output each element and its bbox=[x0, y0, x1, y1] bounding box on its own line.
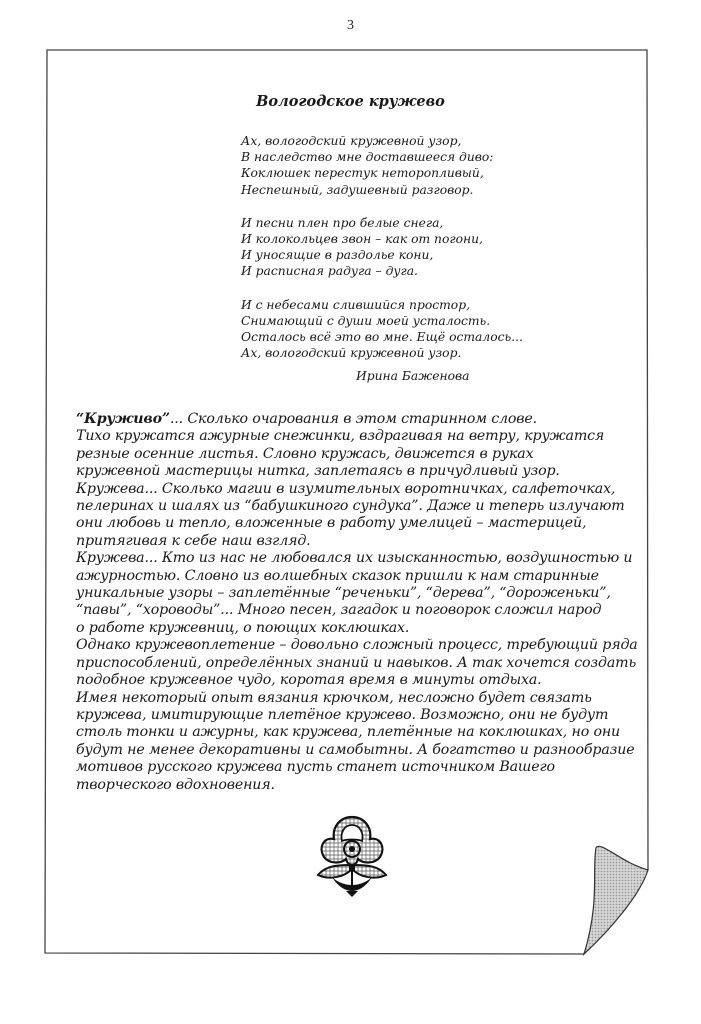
poem-stanza bbox=[241, 297, 571, 362]
prose-line: приспособлений, определённых знаний и навыков. А так хочется создать bbox=[76, 654, 637, 671]
prose-line: ажурностью. Словно из волшебных сказок пришли к нам старинные bbox=[76, 567, 599, 584]
prose-line: пелеринах и шалях из “бабушкиного сундука”. Даже и теперь излучают bbox=[76, 498, 625, 515]
prose-line-text: ... Сколько очарования в этом старинном слове. bbox=[169, 411, 537, 427]
prose-line: мотивов русского кружева пусть станет источником Вашего bbox=[76, 759, 555, 776]
poem-title: Вологодское кружево bbox=[256, 93, 445, 110]
page-curl bbox=[584, 846, 648, 954]
prose-body bbox=[76, 411, 638, 794]
poem-line: Снимающий с души моей усталость. bbox=[241, 313, 491, 328]
prose-line: Однако кружевоплетение – довольно сложный процесс, требующий ряда bbox=[76, 637, 638, 654]
prose-line: подобное кружевное чудо, коротая время в минуты отдыха. bbox=[76, 672, 542, 689]
prose-line: будут не менее декоративны и самобытны. А богатство и разнообразие bbox=[76, 741, 635, 758]
prose-line: кружевной мастерицы нитка, заплетаясь в причудливый узор. bbox=[76, 463, 560, 480]
poem-line: Коклюшек перестук неторопливый, bbox=[241, 166, 484, 181]
prose-lead-word: “Круживо” bbox=[76, 411, 170, 427]
poem-line: Ах, вологодский кружевной узор, bbox=[241, 134, 462, 148]
lace-flower-ornament bbox=[312, 813, 392, 899]
poem-stanza bbox=[241, 133, 571, 198]
poem-line: И расписная радуга – дуга. bbox=[241, 264, 418, 279]
poem-stanza bbox=[241, 215, 571, 280]
prose-line: кружева, имитирующие плетёное кружево. Возможно, они не будут bbox=[76, 706, 609, 723]
poem-line: И уносящие в раздолье кони, bbox=[241, 248, 434, 263]
poem-line: И песни плен про белые снега, bbox=[241, 215, 444, 230]
prose-line: Тихо кружатся ажурные снежинки, вздрагивая на ветру, кружатся bbox=[76, 428, 605, 445]
poem-line: Осталось всё это во мне. Ещё осталось... bbox=[241, 330, 523, 345]
prose-line: о работе кружевниц, о поющих коклюшках. bbox=[76, 619, 410, 636]
prose-line: столь тонки и ажурны, как кружева, плетённые на коклюшках, но они bbox=[76, 724, 621, 741]
prose-line: “павы”, “хороводы”... Много песен, загадок и поговорок сложил народ bbox=[76, 602, 602, 619]
prose-line: Кружева... Сколько магии в изумительных воротничках, салфеточках, bbox=[76, 480, 616, 497]
prose-line: Имея некоторый опыт вязания крючком, несложно будет связать bbox=[76, 689, 592, 706]
prose-line bbox=[76, 411, 624, 428]
prose-line: притягивая к себе наш взгляд. bbox=[76, 532, 311, 549]
prose-line: Кружева... Кто из нас не любовался их изысканностью, воздушностью и bbox=[76, 550, 633, 567]
poem-line: В наследство мне доставшееся диво: bbox=[241, 150, 494, 165]
poem-line: И колокольцев звон – как от погони, bbox=[241, 232, 483, 247]
poem-line: И с небесами слившийся простор, bbox=[241, 297, 470, 312]
prose-line: творческого вдохновения. bbox=[76, 776, 275, 793]
page-number: 3 bbox=[347, 18, 354, 33]
prose-line: они любовь и тепло, вложенные в работу умелицей – мастерицей, bbox=[76, 515, 587, 532]
poem-author: Ирина Баженова bbox=[356, 369, 470, 383]
poem bbox=[241, 133, 571, 378]
prose-line: уникальные узоры – заплетённые “реченьки”, “дерева”, “дороженьки”, bbox=[76, 585, 611, 602]
poem-line: Ах, вологодский кружевной узор. bbox=[241, 346, 462, 361]
poem-line: Неспешный, задушевный разговор. bbox=[241, 182, 474, 197]
prose-line: резные осенние листья. Словно кружась, движется в руках bbox=[76, 445, 534, 462]
